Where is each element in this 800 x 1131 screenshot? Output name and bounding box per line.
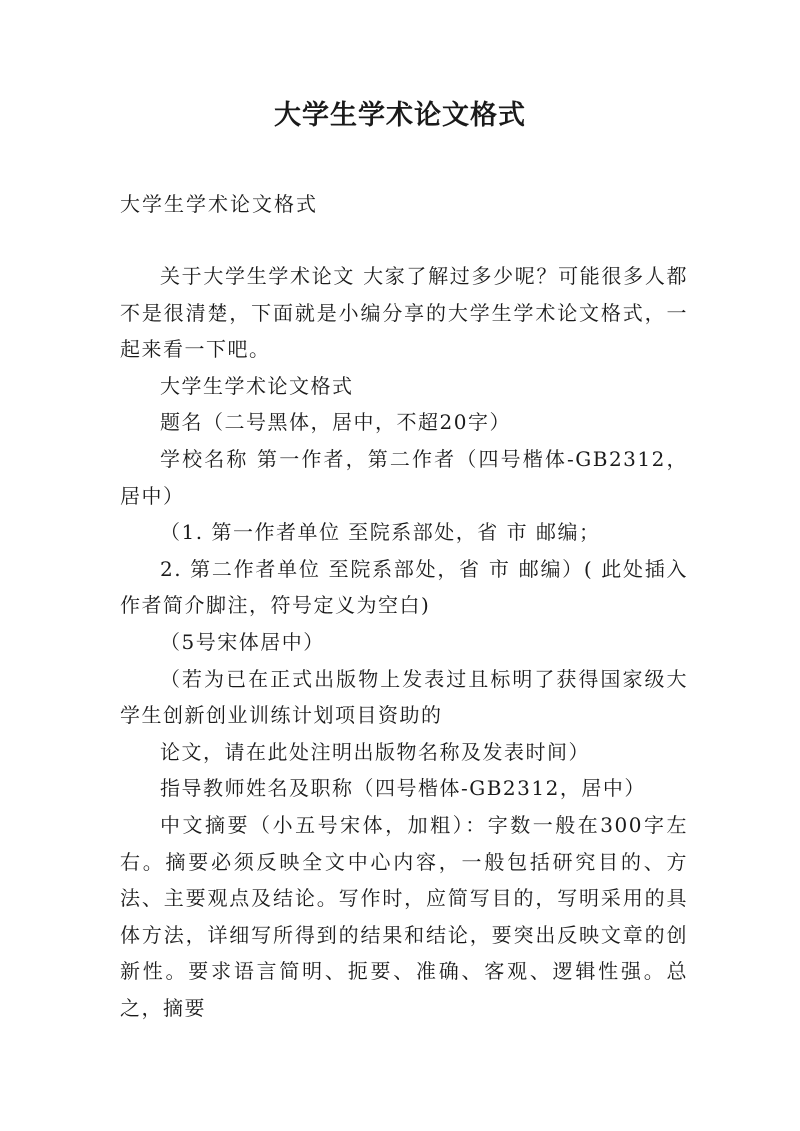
paragraph-advisor-rule: 指导教师姓名及职称（四号楷体-GB2312，居中） <box>160 776 646 801</box>
page-title: 大学生学术论文格式 <box>274 100 526 131</box>
paragraph-title-rule: 题名（二号黑体，居中，不超20字） <box>160 410 511 435</box>
paragraph-authors-rule: 学校名称 第一作者，第二作者（四号楷体-GB2312，居中） <box>120 446 688 508</box>
document-body <box>120 258 688 1026</box>
paragraph-format-heading: 大学生学术论文格式 <box>160 373 354 398</box>
paragraph-publication-note: （若为已在正式出版物上发表过且标明了获得国家级大学生创新创业训练计划项目资助的 <box>120 666 688 728</box>
paragraph-publication-note-cont: 论文，请在此处注明出版物名称及发表时间） <box>160 739 590 764</box>
paragraph-intro: 关于大学生学术论文 大家了解过多少呢？可能很多人都不是很清楚，下面就是小编分享的大学生学术论文格式，一起来看一下吧。 <box>120 264 688 362</box>
paragraph-affiliation-2: 2. 第二作者单位 至院系部处，省 市 邮编）( 此处插入作者简介脚注，符号定义为空白) <box>120 556 688 618</box>
paragraph-abstract-rule: 中文摘要（小五号宋体，加粗）：字数一般在300字左右。摘要必须反映全文中心内容，一般包括研究目的、方法、主要观点及结论。写作时，应简写目的，写明采用的具体方法，详细写所得到的结果和结论，要突出反映文章的创新性。要求语言简明、扼要、准确、客观、逻辑性强。总之，摘要 <box>120 812 688 1020</box>
paragraph-affiliation-1: （1. 第一作者单位 至院系部处，省 市 邮编； <box>160 520 601 545</box>
paragraph-font-note: （5号宋体居中） <box>160 629 325 654</box>
document-subtitle: 大学生学术论文格式 <box>120 192 318 216</box>
